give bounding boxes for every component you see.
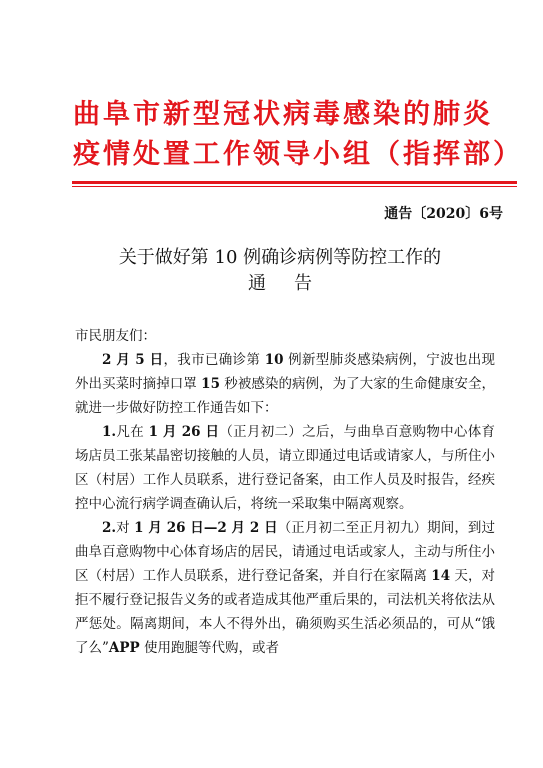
- paragraph-2: [75, 420, 495, 516]
- notice-title-line-2: 通告: [248, 273, 340, 294]
- paragraph-3: [75, 516, 495, 660]
- text-run: 使用跑腿等代购，或者: [139, 640, 279, 656]
- text-run: APP: [108, 640, 140, 656]
- text-run: 2 月 5 日: [102, 352, 164, 368]
- text-run: 例新型肺炎感染病例，宁波也出现外出买菜时摘掉口罩: [75, 352, 496, 392]
- notice-number: 通告〔2020〕6号: [384, 206, 503, 222]
- red-divider-thick: [72, 181, 517, 184]
- header-line-1: 曲阜市新型冠状病毒感染的肺炎: [73, 99, 493, 130]
- text-run: 对: [116, 520, 135, 536]
- text-run: ，我市已确诊第: [163, 352, 265, 368]
- text-run: 15: [201, 376, 220, 392]
- notice-body: [75, 324, 495, 660]
- text-run: 14: [431, 568, 451, 584]
- text-run: （正月初二）之后，与曲阜百意购物中心体育场店员工张某晶密切接触的人员，请立即通过电话或请家人，与所住小区（村居）工作人员联系，进行登记备案，由工作人员及时报告，经疾控中心流行病学调查确认后，将统一采取集中隔离观察。: [75, 424, 496, 512]
- header-line-2: 疫情处置工作领导小组（指挥部）: [73, 139, 523, 170]
- red-divider-thin: [72, 186, 517, 187]
- text-run: 天，对拒不履行登记报告义务的或者造成其他严重后果的，司法机关将依法从严惩处。隔离期间，本人不得外出，确须购买生活必须品的，可从“饿了么”: [75, 568, 495, 656]
- paragraph-1: [75, 348, 495, 420]
- text-run: 秒被感染的病例，为了大家的生命健康安全，就进一步做好防控工作通告如下：: [75, 376, 495, 416]
- greeting: 市民朋友们：: [75, 328, 156, 344]
- text-run: 2.: [102, 520, 117, 536]
- text-run: （正月初二至正月初九）期间，到过曲阜百意购物中心体育场店的居民，请通过电话或家人，主动与所住小区（村居）工作人员联系，进行登记备案，并自行在家隔离: [75, 520, 496, 584]
- text-run: 1 月 26 日: [148, 424, 220, 440]
- text-run: 10: [264, 352, 284, 368]
- text-run: 1.: [102, 424, 117, 440]
- notice-title-line-1: 关于做好第 10 例确诊病例等防控工作的: [118, 247, 442, 268]
- issuing-authority-header: [73, 95, 523, 175]
- text-run: 1 月 26 日—2 月 2 日: [134, 520, 278, 536]
- text-run: 凡在: [116, 424, 149, 440]
